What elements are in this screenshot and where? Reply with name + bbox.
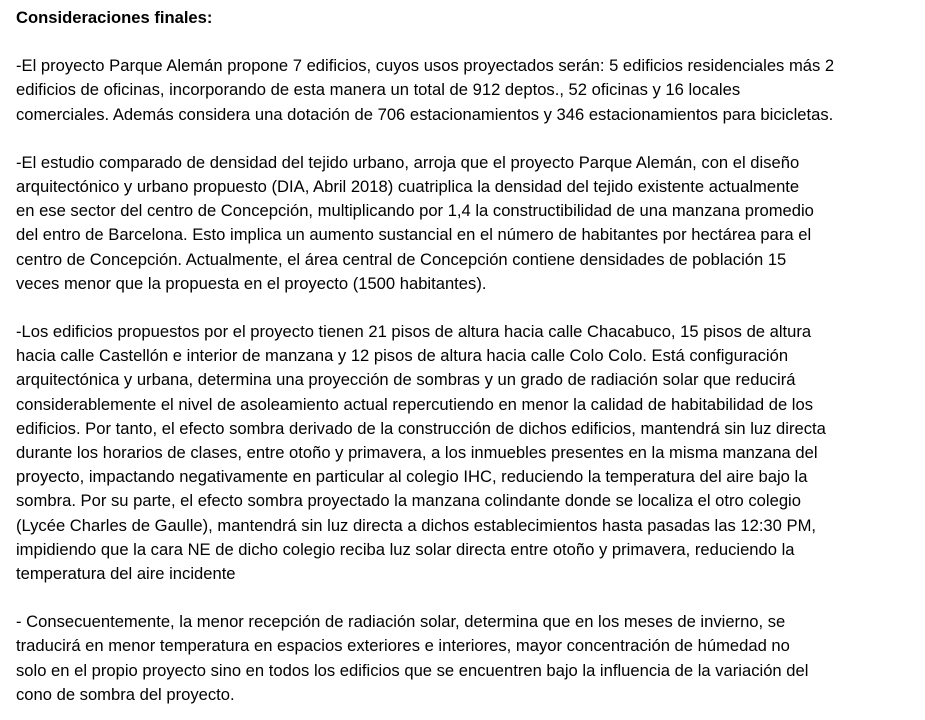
text-line: -El estudio comparado de densidad del tejido urbano, arroja que el proyecto Parque Alemán, con el diseño <box>16 152 800 172</box>
text-line: traducirá en menor temperatura en espacios exteriores e interiores, mayor concentración de húmedad no <box>16 636 790 656</box>
text-line: - Consecuentemente, la menor recepción de radiación solar, determina que en los meses de invierno, se <box>16 612 786 632</box>
text-line: en ese sector del centro de Concepción, multiplicando por 1,4 la constructibilidad de una manzana promedio <box>16 201 814 221</box>
text-line: centro de Concepción. Actualmente, el área central de Concepción contiene densidades de población 15 <box>16 249 787 269</box>
text-line: durante los horarios de clases, entre otoño y primavera, a los inmuebles presentes en la misma manzana del <box>16 443 818 463</box>
text-line: edificios. Por tanto, el efecto sombra derivado de la construcción de dichos edificios, mantendrá sin luz directa <box>16 418 826 438</box>
text-line: temperatura del aire incidente <box>16 564 236 584</box>
text-line: -El proyecto Parque Alemán propone 7 edificios, cuyos usos proyectados serán: 5 edificios residenciales más 2 <box>16 56 835 76</box>
paragraph-project-summary <box>16 54 921 127</box>
section-heading: Consideraciones finales: <box>16 8 213 27</box>
text-line: solo en el propio proyecto sino en todos los edificios que se encuentren bajo la influencia de la variación del <box>16 660 809 680</box>
text-line: del entro de Barcelona. Esto implica un aumento sustancial en el número de habitantes por hectárea para el <box>16 225 812 245</box>
text-line: cono de sombra del proyecto. <box>16 684 235 704</box>
text-line: arquitectónico y urbano propuesto (DIA, Abril 2018) cuatriplica la densidad del tejido existente actualmente <box>16 177 800 196</box>
text-line: edificios de oficinas, incorporando de esta manera un total de 912 deptos., 52 oficinas y 16 locales <box>16 80 741 100</box>
text-line: (Lycée Charles de Gaulle), mantendrá sin luz directa a dichos establecimientos hasta pasadas las 12:30 PM, <box>16 515 816 535</box>
text-line: considerablemente el nivel de asoleamiento actual repercutiendo en menor la calidad de habitabilidad de los <box>16 394 814 414</box>
text-line: -Los edificios propuestos por el proyecto tienen 21 pisos de altura hacia calle Chacabuco, 15 pisos de altura <box>16 322 812 342</box>
text-line: impidiendo que la cara NE de dicho colegio reciba luz solar directa entre otoño y primavera, reduciendo la <box>16 539 795 559</box>
paragraph-density-study <box>16 151 921 296</box>
text-line: arquitectónica y urbana, determina una proyección de sombras y un grado de radiación solar que reducirá <box>16 370 796 390</box>
text-line: comerciales. Además considera una dotación de 706 estacionamientos y 346 estacionamientos para bicicletas. <box>16 104 834 124</box>
paragraph-consequences <box>16 610 921 707</box>
document-body <box>16 6 921 707</box>
text-line: veces menor que la propuesta en el proyecto (1500 habitantes). <box>16 273 487 293</box>
text-line: hacia calle Castellón e interior de manzana y 12 pisos de altura hacia calle Colo Colo. Está configuración <box>16 346 789 366</box>
text-line: sombra. Por su parte, el efecto sombra proyectado la manzana colindante donde se localiza el otro colegio <box>16 491 801 511</box>
text-line: proyecto, impactando negativamente en particular al colegio IHC, reduciendo la temperatura del aire bajo la <box>16 467 808 487</box>
paragraph-building-heights <box>16 320 921 586</box>
